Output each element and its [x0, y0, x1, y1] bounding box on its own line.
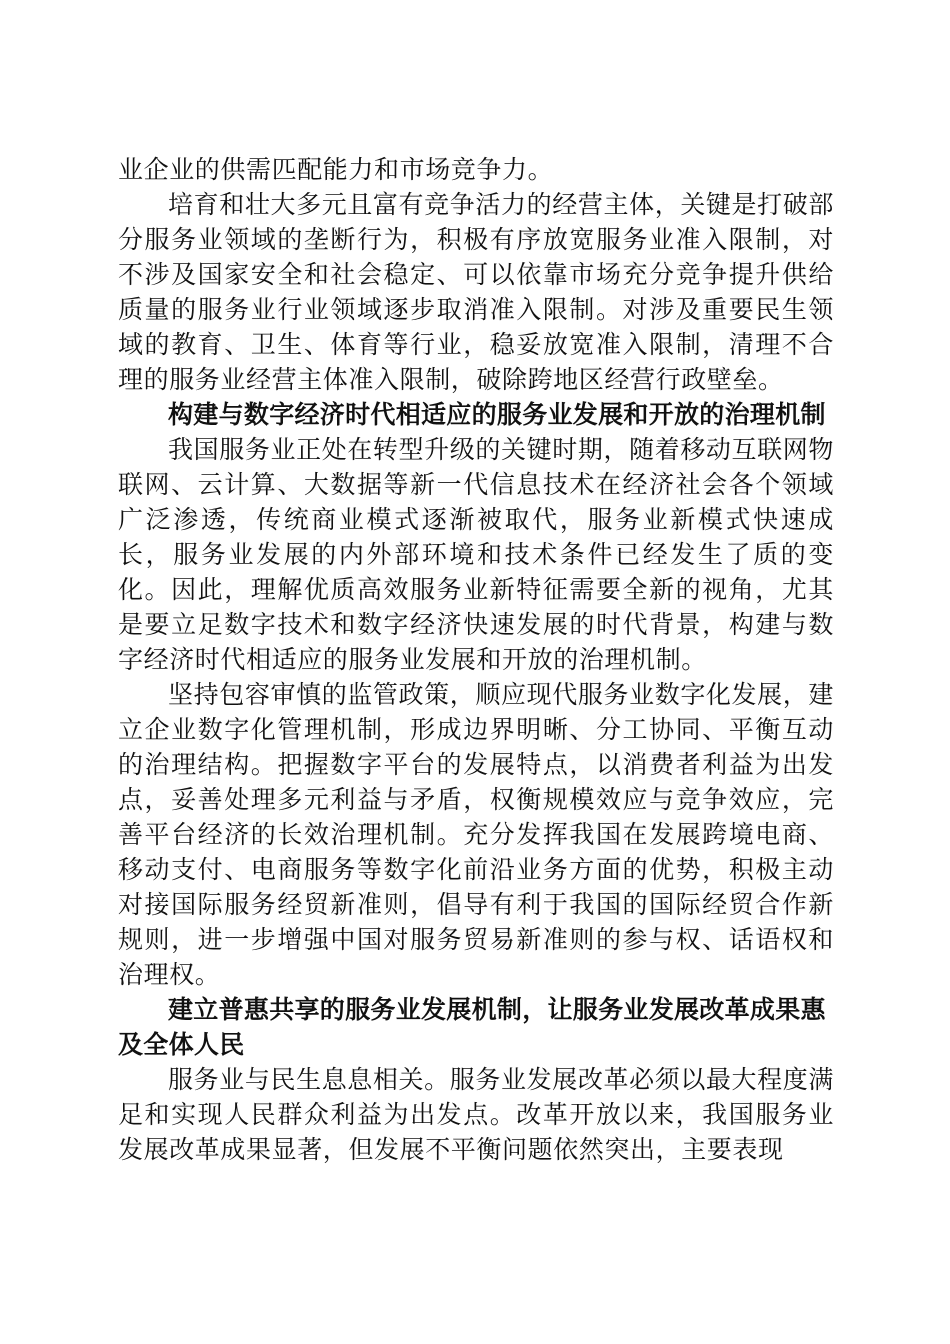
paragraph-market-entities: 培育和壮大多元且富有竞争活力的经营主体，关键是打破部分服务业领域的垄断行为，积极有序放宽服务业准入限制，对不涉及国家安全和社会稳定、可以依靠市场充分竞争提升供给质量的服务业行业领域逐步取消准入限制。对涉及重要民生领域的教育、卫生、体育等行业，稳妥放宽准入限制，清理不合理的服务业经营主体准入限制，破除跨地区经营行政壁垒。: [118, 190, 834, 394]
section-heading-digital-governance: 构建与数字经济时代相适应的服务业发展和开放的治理机制: [168, 400, 826, 429]
paragraph-transformation: 我国服务业正处在转型升级的关键时期，随着移动互联网物联网、云计算、大数据等新一代信息技术在经济社会各个领域广泛渗透，传统商业模式逐渐被取代，服务业新模式快速成长，服务业发展的内外部环境和技术条件已经发生了质的变化。因此，理解优质高效服务业新特征需要全新的视角，尤其是要立足数字技术和数字经济快速发展的时代背景，构建与数字经济时代相适应的服务业发展和开放的治理机制。: [118, 435, 834, 674]
paragraph-regulation-policy: 坚持包容审慎的监管政策，顺应现代服务业数字化发展，建立企业数字化管理机制，形成边界明晰、分工协同、平衡互动的治理结构。把握数字平台的发展特点，以消费者利益为出发点，妥善处理多元利益与矛盾，权衡规模效应与竞争效应，完善平台经济的长效治理机制。充分发挥我国在发展跨境电商、移动支付、电商服务等数字化前沿业务方面的优势，积极主动对接国际服务经贸新准则，倡导有利于我国的国际经贸合作新规则，进一步增强中国对服务贸易新准则的参与权、话语权和治理权。: [118, 680, 834, 989]
paragraph-continuation: 业企业的供需匹配能力和市场竞争力。: [118, 155, 554, 184]
section-heading-inclusive-development: 建立普惠共享的服务业发展机制，让服务业发展改革成果惠及全体人民: [118, 995, 826, 1059]
document-page: [118, 152, 834, 1167]
paragraph-livelihood: 服务业与民生息息相关。服务业发展改革必须以最大程度满足和实现人民群众利益为出发点。改革开放以来，我国服务业发展改革成果显著，但发展不平衡问题依然突出，主要表现: [118, 1065, 834, 1164]
